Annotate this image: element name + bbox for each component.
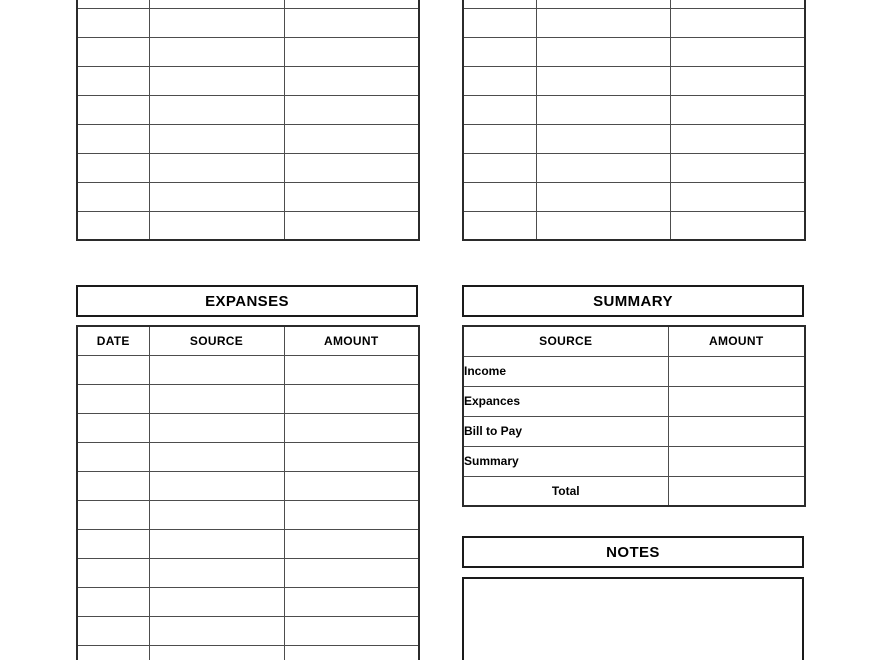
expanses-table-body bbox=[77, 355, 419, 660]
income-cell-date[interactable] bbox=[77, 8, 149, 37]
table-row[interactable] bbox=[77, 384, 419, 413]
summary-amount-bill-to-pay[interactable] bbox=[668, 416, 805, 446]
table-row[interactable] bbox=[77, 442, 419, 471]
income-cell-amount[interactable] bbox=[284, 37, 419, 66]
bills-cell-amount[interactable] bbox=[670, 37, 805, 66]
expanses-cell-source[interactable] bbox=[149, 587, 284, 616]
summary-label-total: Total bbox=[463, 476, 668, 506]
expanses-cell-amount[interactable] bbox=[284, 413, 419, 442]
bills-cell-date[interactable] bbox=[463, 95, 536, 124]
expanses-table-head bbox=[77, 326, 419, 355]
expanses-cell-date[interactable] bbox=[77, 413, 149, 442]
income-cell-amount[interactable] bbox=[284, 211, 419, 240]
expanses-cell-source[interactable] bbox=[149, 355, 284, 384]
table-row[interactable] bbox=[77, 211, 419, 240]
bills-cell-amount[interactable] bbox=[670, 182, 805, 211]
income-cell-amount[interactable] bbox=[284, 124, 419, 153]
expanses-cell-amount[interactable] bbox=[284, 384, 419, 413]
expanses-cell-amount[interactable] bbox=[284, 355, 419, 384]
summary-table[interactable] bbox=[462, 325, 806, 507]
income-cell-date[interactable] bbox=[77, 153, 149, 182]
summary-header-source: SOURCE bbox=[463, 326, 668, 356]
bills-cell-amount[interactable] bbox=[670, 95, 805, 124]
summary-label-summary: Summary bbox=[463, 446, 668, 476]
income-cell-source[interactable] bbox=[149, 0, 284, 8]
table-row[interactable] bbox=[463, 476, 805, 506]
table-row[interactable] bbox=[77, 182, 419, 211]
expanses-header-source: SOURCE bbox=[149, 326, 284, 355]
income-cell-date[interactable] bbox=[77, 182, 149, 211]
expanses-cell-date[interactable] bbox=[77, 384, 149, 413]
expanses-cell-date[interactable] bbox=[77, 442, 149, 471]
income-cell-source[interactable] bbox=[149, 37, 284, 66]
bills-cell-source[interactable] bbox=[536, 66, 670, 95]
bills-cell-source[interactable] bbox=[536, 153, 670, 182]
expanses-table[interactable] bbox=[76, 325, 420, 660]
bills-cell-date[interactable] bbox=[463, 37, 536, 66]
bills-cell-date[interactable] bbox=[463, 211, 536, 240]
table-row[interactable] bbox=[77, 529, 419, 558]
table-row[interactable] bbox=[463, 37, 805, 66]
income-cell-amount[interactable] bbox=[284, 153, 419, 182]
table-row[interactable] bbox=[77, 471, 419, 500]
expanses-cell-date[interactable] bbox=[77, 587, 149, 616]
table-row[interactable] bbox=[77, 124, 419, 153]
expanses-cell-date[interactable] bbox=[77, 355, 149, 384]
expanses-cell-date[interactable] bbox=[77, 616, 149, 645]
bills-cell-amount[interactable] bbox=[670, 66, 805, 95]
income-cell-source[interactable] bbox=[149, 66, 284, 95]
expanses-title-bar bbox=[76, 285, 418, 317]
table-header-row bbox=[77, 326, 419, 355]
income-table[interactable] bbox=[76, 0, 420, 241]
expanses-header-amount: AMOUNT bbox=[284, 326, 419, 355]
income-cell-amount[interactable] bbox=[284, 0, 419, 8]
table-row[interactable] bbox=[77, 153, 419, 182]
summary-label-expances: Expances bbox=[463, 386, 668, 416]
income-cell-source[interactable] bbox=[149, 182, 284, 211]
table-row[interactable] bbox=[77, 645, 419, 660]
expanses-cell-amount[interactable] bbox=[284, 616, 419, 645]
expanses-cell-source[interactable] bbox=[149, 616, 284, 645]
income-cell-source[interactable] bbox=[149, 153, 284, 182]
bills-cell-date[interactable] bbox=[463, 8, 536, 37]
table-row[interactable] bbox=[463, 95, 805, 124]
expanses-cell-date[interactable] bbox=[77, 645, 149, 660]
income-cell-date[interactable] bbox=[77, 37, 149, 66]
table-row[interactable] bbox=[77, 66, 419, 95]
table-row[interactable] bbox=[77, 0, 419, 8]
table-row[interactable] bbox=[77, 587, 419, 616]
summary-table-body bbox=[463, 356, 805, 506]
bills-table[interactable] bbox=[462, 0, 806, 241]
income-cell-date[interactable] bbox=[77, 95, 149, 124]
income-cell-source[interactable] bbox=[149, 124, 284, 153]
expanses-cell-source[interactable] bbox=[149, 558, 284, 587]
expanses-cell-source[interactable] bbox=[149, 645, 284, 660]
expanses-cell-date[interactable] bbox=[77, 500, 149, 529]
bills-cell-amount[interactable] bbox=[670, 124, 805, 153]
expanses-cell-amount[interactable] bbox=[284, 529, 419, 558]
income-cell-amount[interactable] bbox=[284, 182, 419, 211]
expanses-cell-amount[interactable] bbox=[284, 587, 419, 616]
bills-cell-amount[interactable] bbox=[670, 211, 805, 240]
table-row[interactable] bbox=[77, 616, 419, 645]
expanses-cell-source[interactable] bbox=[149, 529, 284, 558]
bills-cell-source[interactable] bbox=[536, 95, 670, 124]
bills-cell-date[interactable] bbox=[463, 0, 536, 8]
summary-table-head bbox=[463, 326, 805, 356]
expanses-header-date: DATE bbox=[77, 326, 149, 355]
table-row[interactable] bbox=[77, 37, 419, 66]
bills-cell-date[interactable] bbox=[463, 66, 536, 95]
expanses-cell-date[interactable] bbox=[77, 558, 149, 587]
table-row[interactable] bbox=[463, 356, 805, 386]
table-row[interactable] bbox=[463, 66, 805, 95]
expanses-cell-amount[interactable] bbox=[284, 442, 419, 471]
table-row[interactable] bbox=[463, 416, 805, 446]
expanses-cell-amount[interactable] bbox=[284, 500, 419, 529]
income-cell-source[interactable] bbox=[149, 211, 284, 240]
table-row[interactable] bbox=[463, 446, 805, 476]
income-cell-amount[interactable] bbox=[284, 66, 419, 95]
income-cell-amount[interactable] bbox=[284, 95, 419, 124]
table-row[interactable] bbox=[77, 8, 419, 37]
bills-cell-source[interactable] bbox=[536, 124, 670, 153]
table-row[interactable] bbox=[463, 124, 805, 153]
summary-title-bar bbox=[462, 285, 804, 317]
summary-amount-expances[interactable] bbox=[668, 386, 805, 416]
bills-cell-source[interactable] bbox=[536, 8, 670, 37]
expanses-cell-source[interactable] bbox=[149, 384, 284, 413]
table-row[interactable] bbox=[463, 0, 805, 8]
table-row[interactable] bbox=[77, 500, 419, 529]
table-row[interactable] bbox=[463, 182, 805, 211]
bills-cell-amount[interactable] bbox=[670, 8, 805, 37]
bills-cell-source[interactable] bbox=[536, 182, 670, 211]
expanses-title-text: EXPANSES bbox=[205, 292, 289, 310]
expanses-cell-amount[interactable] bbox=[284, 558, 419, 587]
expanses-cell-date[interactable] bbox=[77, 529, 149, 558]
table-row[interactable] bbox=[463, 386, 805, 416]
bills-cell-source[interactable] bbox=[536, 0, 670, 8]
income-cell-date[interactable] bbox=[77, 66, 149, 95]
expanses-cell-source[interactable] bbox=[149, 471, 284, 500]
expanses-cell-amount[interactable] bbox=[284, 645, 419, 660]
summary-label-income: Income bbox=[463, 356, 668, 386]
income-cell-date[interactable] bbox=[77, 0, 149, 8]
expanses-cell-amount[interactable] bbox=[284, 471, 419, 500]
table-header-row bbox=[463, 326, 805, 356]
notes-title-text: NOTES bbox=[606, 543, 660, 561]
summary-label-bill-to-pay: Bill to Pay bbox=[463, 416, 668, 446]
bills-cell-date[interactable] bbox=[463, 124, 536, 153]
bills-cell-amount[interactable] bbox=[670, 153, 805, 182]
table-row[interactable] bbox=[463, 211, 805, 240]
expanses-cell-source[interactable] bbox=[149, 442, 284, 471]
income-cell-date[interactable] bbox=[77, 124, 149, 153]
bills-cell-date[interactable] bbox=[463, 182, 536, 211]
table-row[interactable] bbox=[77, 95, 419, 124]
notes-body[interactable] bbox=[462, 577, 804, 660]
bills-table-body bbox=[463, 0, 805, 240]
bills-cell-source[interactable] bbox=[536, 211, 670, 240]
bills-cell-source[interactable] bbox=[536, 37, 670, 66]
table-row[interactable] bbox=[77, 355, 419, 384]
summary-title-text: SUMMARY bbox=[593, 292, 673, 310]
summary-header-amount: AMOUNT bbox=[668, 326, 805, 356]
income-table-body bbox=[77, 0, 419, 240]
table-row[interactable] bbox=[77, 558, 419, 587]
table-row[interactable] bbox=[77, 413, 419, 442]
bills-cell-date[interactable] bbox=[463, 153, 536, 182]
expanses-cell-source[interactable] bbox=[149, 500, 284, 529]
notes-title-bar bbox=[462, 536, 804, 568]
income-cell-source[interactable] bbox=[149, 95, 284, 124]
table-row[interactable] bbox=[463, 8, 805, 37]
bills-cell-amount[interactable] bbox=[670, 0, 805, 8]
summary-amount-summary[interactable] bbox=[668, 446, 805, 476]
income-cell-amount[interactable] bbox=[284, 8, 419, 37]
summary-amount-total[interactable] bbox=[668, 476, 805, 506]
summary-amount-income[interactable] bbox=[668, 356, 805, 386]
expanses-cell-source[interactable] bbox=[149, 413, 284, 442]
income-cell-source[interactable] bbox=[149, 8, 284, 37]
table-row[interactable] bbox=[463, 153, 805, 182]
expanses-cell-date[interactable] bbox=[77, 471, 149, 500]
income-cell-date[interactable] bbox=[77, 211, 149, 240]
